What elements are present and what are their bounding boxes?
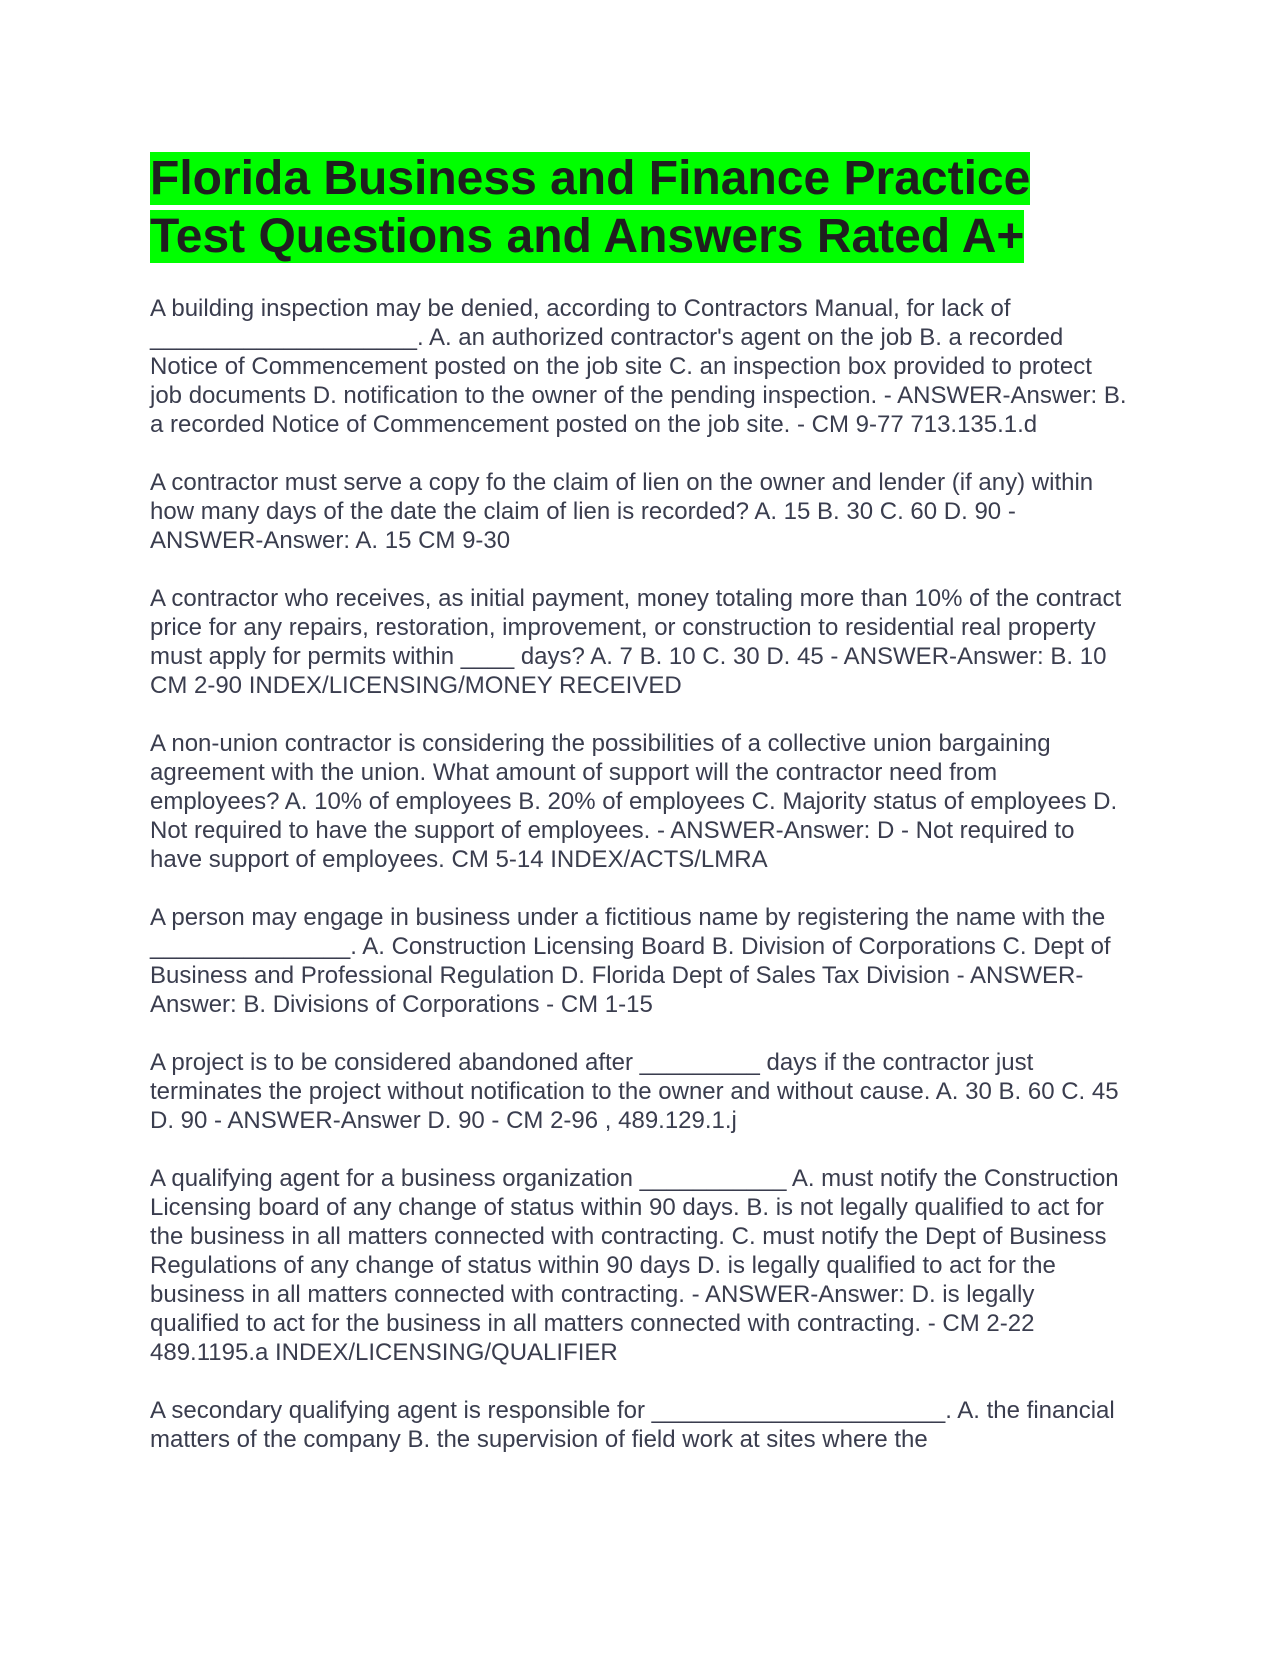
qa-entry: A secondary qualifying agent is responsible for ______________________. A. the financial matters of the company B. the supervision of field work at sites where the xyxy=(150,1397,1115,1453)
qa-entry: A contractor must serve a copy fo the claim of lien on the owner and lender (if any) within how many days of the date the claim of lien is recorded? A. 15 B. 30 C. 60 D. 90 - ANSWER-Answer: A. 15 CM 9-30 xyxy=(150,469,1094,554)
document-page xyxy=(150,150,1130,1483)
qa-entry: A project is to be considered abandoned after _________ days if the contractor just terminates the project without notification to the owner and without cause. A. 30 B. 60 C. 45 D. 90 - ANSWER-Answer D. 90 - CM 2-96 , 489.129.1.j xyxy=(150,1049,1119,1134)
qa-entry: A qualifying agent for a business organization ___________ A. must notify the Construction Licensing board of any change of status within 90 days. B. is not legally qualified to act for the business in all matters connected with contracting. C. must notify the Dept of Business Regulations of any change of status within 90 days D. is legally qualified to act for the business in all matters connected with contracting. - ANSWER-Answer: D. is legally qualified to act for the business in all matters connected with contracting. - CM 2-22 489.1195.a INDEX/LICENSING/QUALIFIER xyxy=(150,1165,1119,1366)
qa-entry: A person may engage in business under a fictitious name by registering the name with the _______________. A. Construction Licensing Board B. Division of Corporations C. Dept of Business and Professional Regulation D. Florida Dept of Sales Tax Division - ANSWER-Answer: B. Divisions of Corporations - CM 1-15 xyxy=(150,904,1111,1018)
document-title xyxy=(150,150,1130,266)
title-highlight: Florida Business and Finance Practice Test Questions and Answers Rated A+ xyxy=(150,152,1031,263)
qa-entry: A contractor who receives, as initial payment, money totaling more than 10% of the contract price for any repairs, restoration, improvement, or construction to residential real property must apply for permits within ____ days? A. 7 B. 10 C. 30 D. 45 - ANSWER-Answer: B. 10 CM 2-90 INDEX/LICENSING/MONEY RECEIVED xyxy=(150,585,1122,699)
qa-entry: A building inspection may be denied, according to Contractors Manual, for lack of ____________________. A. an authorized contractor's agent on the job B. a recorded Notice of Commencement posted on the job site C. an inspection box provided to protect job documents D. notification to the owner of the pending inspection. - ANSWER-Answer: B. a recorded Notice of Commencement posted on the job site. - CM 9-77 713.135.1.d xyxy=(150,295,1127,438)
qa-entry: A non-union contractor is considering the possibilities of a collective union bargaining agreement with the union. What amount of support will the contractor need from employees? A. 10% of employees B. 20% of employees C. Majority status of employees D. Not required to have the support of employees. - ANSWER-Answer: D - Not required to have support of employees. CM 5-14 INDEX/ACTS/LMRA xyxy=(150,730,1118,873)
